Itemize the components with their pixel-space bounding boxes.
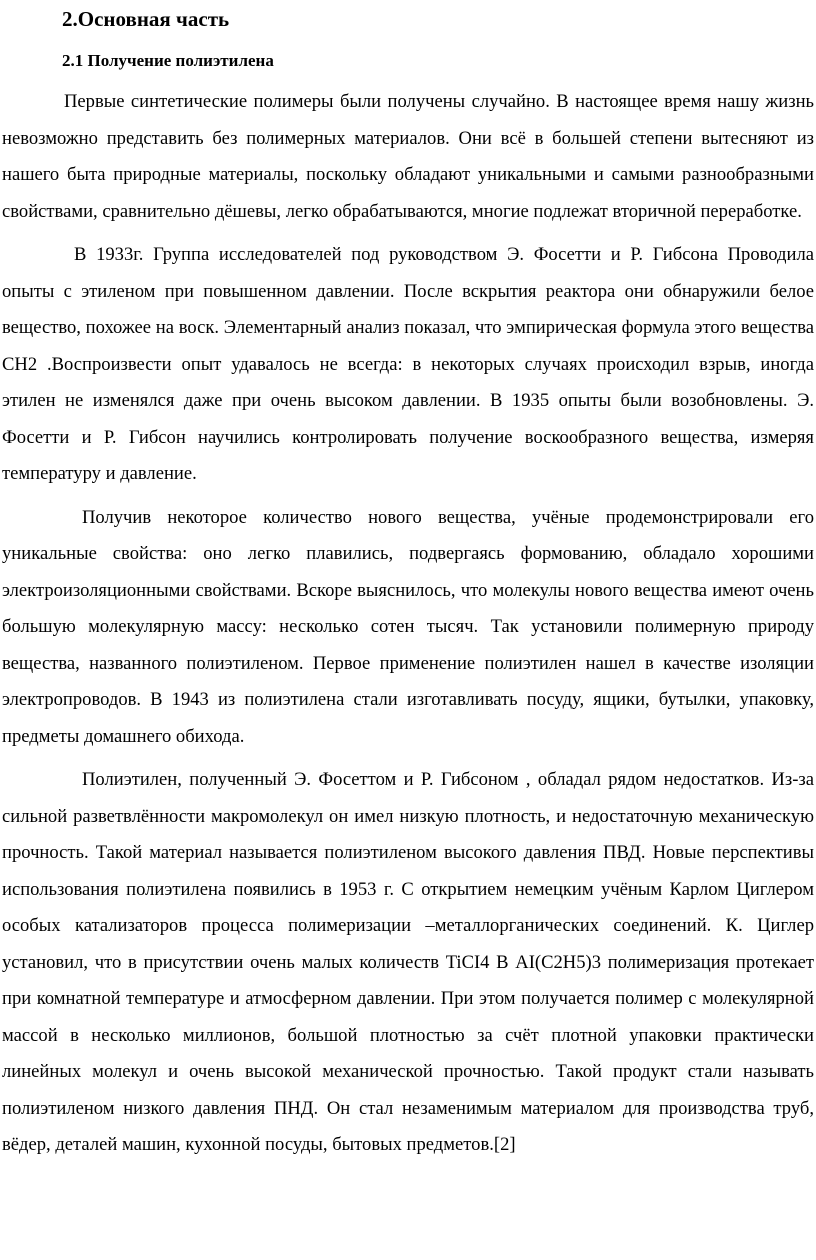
paragraph-1: Первые синтетические полимеры были получены случайно. В настоящее время нашу жизнь невозможно представить без полимерных материалов. Они всё в большей степени вытесняют из нашего быта природные материалы, поскольку обладают уникальными и самыми разнообразными свойствами, сравнительно дёшевы, легко обрабатываются, многие подлежат вторичной переработке. xyxy=(2,91,814,222)
paragraph-3: Получив некоторое количество нового вещества, учёные продемонстрировали его уникальные свойства: оно легко плавились, подвергаясь формованию, обладало хорошими электроизоляционными свойствами. Вскоре выяснилось, что молекулы нового вещества имеют очень большую молекулярную массу: несколько сотен тысяч. Так установили полимерную природу вещества, названного полиэтиленом. Первое применение полиэтилен нашел в качестве изоляции электропроводов. В 1943 из полиэтилена стали изготавливать посуду, ящики, бутылки, упаковку, предметы домашнего обихода. xyxy=(2,506,814,747)
subsection-heading: 2.1 Получение полиэтилена xyxy=(62,51,274,70)
section-heading: 2.Основная часть xyxy=(62,7,230,31)
paragraph-2: В 1933г. Группа исследователей под руководством Э. Фосетти и Р. Гибсона Проводила опыты с этиленом при повышенном давлении. После вскрытия реактора они обнаружили белое вещество, похожее на воск. Элементарный анализ показал, что эмпирическая формула этого вещества СН2 .Воспроизвести опыт удавалось не всегда: в некоторых случаях происходил взрыв, иногда этилен не изменялся даже при очень высоком давлении. В 1935 опыты были возобновлены. Э. Фосетти и Р. Гибсон научились контролировать получение воскообразного вещества, измеряя температуру и давление. xyxy=(2,244,814,484)
body-text xyxy=(2,84,814,1164)
paragraph-4: Полиэтилен, полученный Э. Фосеттом и Р. Гибсоном , обладал рядом недостатков. Из-за сильной разветвлённости макромолекул он имел низкую плотность, и недостаточную механическую прочность. Такой материал называется полиэтиленом высокого давления ПВД. Новые перспективы использования полиэтилена появились в 1953 г. С открытием немецким учёным Карлом Циглером особых катализаторов процесса полимеризации –металлорганических соединений. К. Циглер установил, что в присутствии очень малых количеств TiCI4 В AI(C2H5)3 полимеризация протекает при комнатной температуре и атмосферном давлении. При этом получается полимер с молекулярной массой в несколько миллионов, большой плотностью за счёт плотной упаковки практически линейных молекул и очень высокой механической прочностью. Такой продукт стали называть полиэтиленом низкого давления ПНД. Он стал незаменимым материалом для производства труб, вёдер, деталей машин, кухонной посуды, бытовых предметов.[2] xyxy=(2,769,814,1155)
